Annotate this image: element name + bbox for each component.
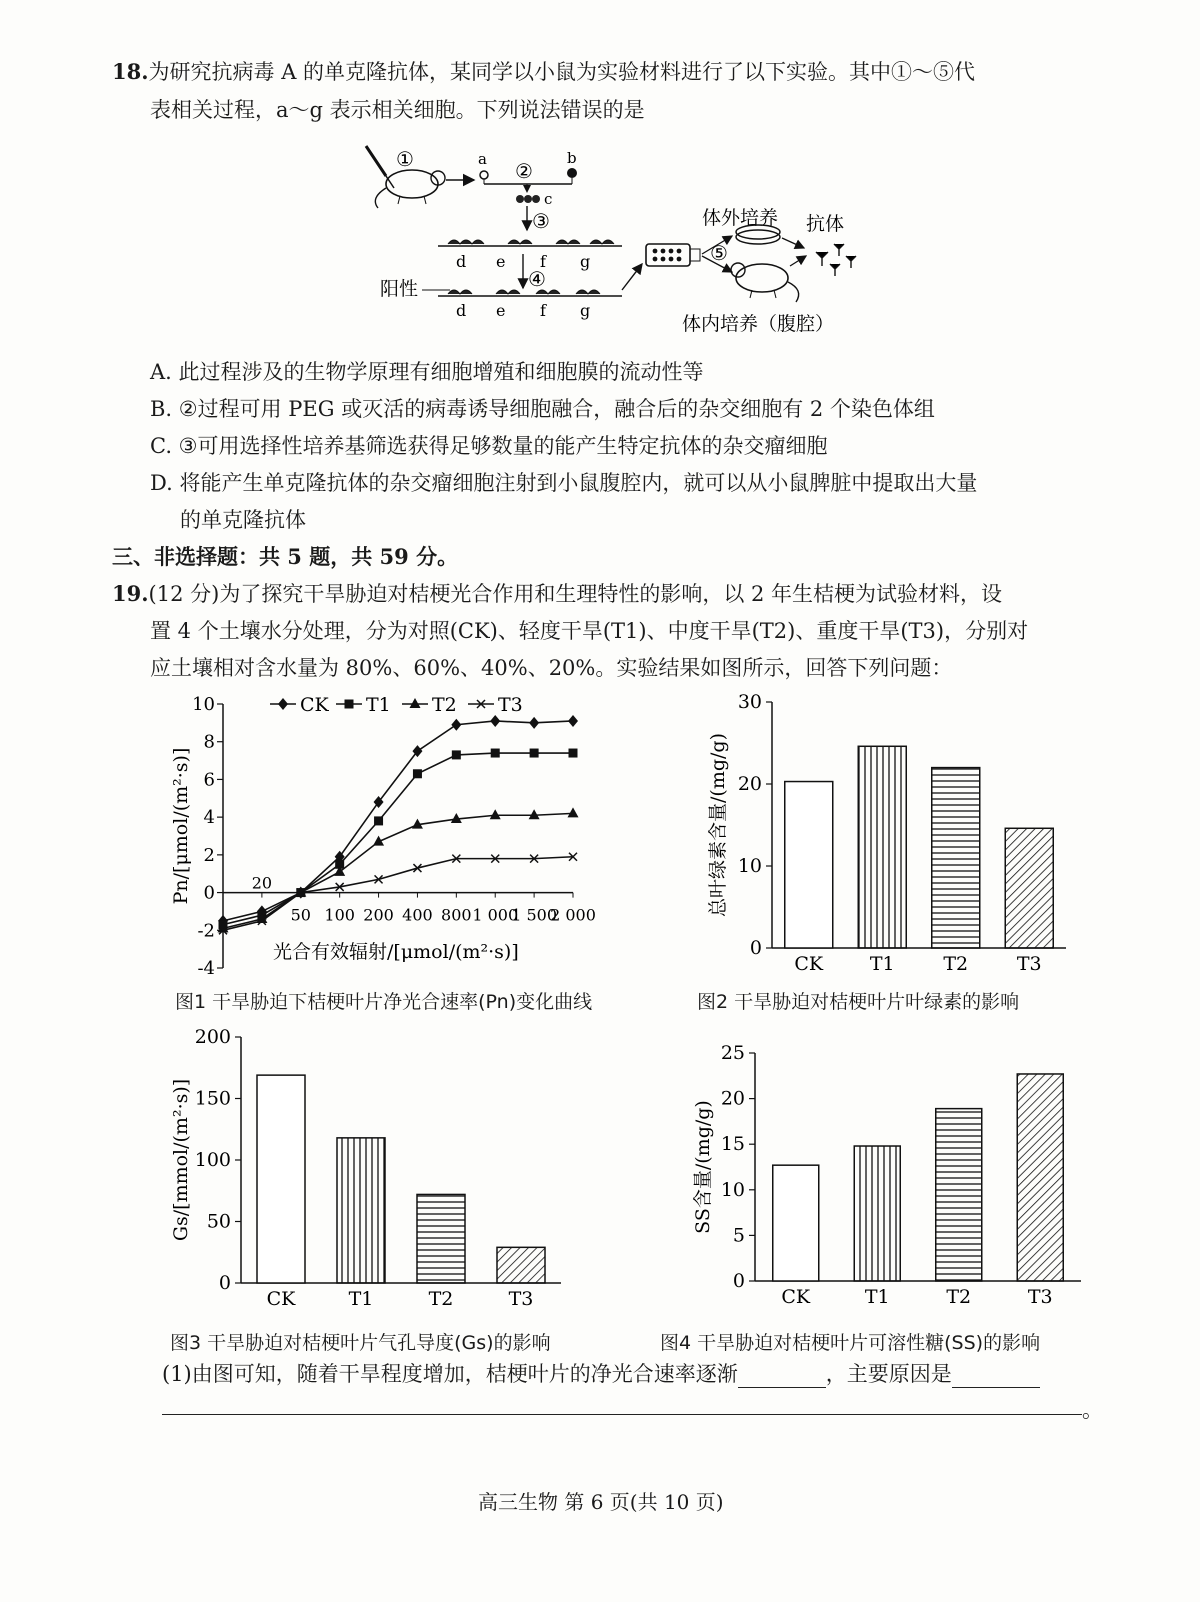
antibody-icon [816, 244, 856, 276]
x-tick-label: CK [794, 953, 824, 975]
answer-line[interactable] [162, 1414, 1082, 1415]
x-tick-label: 2 000 [550, 905, 596, 925]
y-tick-label: 10 [720, 1178, 745, 1201]
question-19-line3: 应土壤相对含水量为 80%、60%、40%、20%。实验结果如图所示，回答下列问题： [150, 656, 953, 680]
bar-t1 [854, 1146, 900, 1281]
y-tick-label: 2 [203, 844, 215, 866]
figure-4-caption: 图4 干旱胁迫对桔梗叶片可溶性糖(SS)的影响 [660, 1332, 1041, 1354]
antibody-label: 抗体 [806, 213, 845, 235]
y-tick-label: 10 [192, 694, 215, 715]
question-18-stem [112, 58, 975, 86]
cell-row-1 [438, 240, 622, 246]
question-number: 19. [112, 581, 149, 606]
y-tick-label: -2 [197, 920, 215, 942]
x-tick-label: T3 [1027, 1286, 1053, 1308]
y-tick-label: 100 [194, 1149, 231, 1171]
y-tick-label: 0 [218, 1272, 231, 1294]
bar-ck [773, 1165, 819, 1281]
figure-4-bar-chart [692, 1025, 1095, 1325]
y-axis-label: 总叶绿素含量/(mg/g) [707, 733, 729, 917]
y-axis-label: SS含量/(mg/g) [692, 1100, 714, 1234]
y-tick-label: 5 [732, 1224, 745, 1247]
x-tick-label: T1 [864, 1286, 890, 1308]
bar-ck [257, 1075, 305, 1283]
x-tick-label: 400 [402, 905, 433, 925]
cell-f-label-2: f [540, 301, 546, 320]
question-18-stem-line2: 表相关过程，a～g 表示相关细胞。下列说法错误的是 [150, 98, 645, 122]
bar-t1 [337, 1138, 385, 1283]
section-heading: 三、非选择题：共 5 题，共 59 分。 [112, 544, 459, 569]
y-tick-label: 15 [720, 1133, 745, 1156]
figure-1-caption: 图1 干旱胁迫下桔梗叶片净光合速率(Pn)变化曲线 [175, 991, 593, 1013]
figure-3-bar-chart [165, 1025, 585, 1325]
x-tick-label: 200 [363, 905, 394, 925]
y-tick-label: 0 [203, 882, 215, 904]
point-t2 [529, 809, 540, 819]
y-tick-label: 50 [206, 1210, 231, 1233]
y-tick-label: 10 [737, 855, 762, 877]
step-3-label: ③ [532, 209, 550, 233]
x-tick-label: T2 [428, 1288, 454, 1310]
step-5-label: ⑤ [710, 241, 728, 265]
legend-label-t3: T3 [498, 694, 523, 716]
x-tick-label: T2 [946, 1286, 972, 1308]
cell-c-icon [516, 195, 540, 203]
y-tick-label: 4 [203, 807, 215, 829]
question-19-stem [112, 580, 1002, 608]
point-t1 [345, 700, 354, 709]
legend-label-t2: T2 [432, 694, 457, 716]
step-1-label: ① [396, 147, 414, 171]
figure-3-caption: 图3 干旱胁迫对桔梗叶片气孔导度(Gs)的影响 [170, 1332, 551, 1354]
y-tick-label: 25 [720, 1042, 745, 1064]
series-t1 [223, 753, 573, 925]
in-vivo-label: 体内培养（腹腔） [682, 313, 835, 335]
point-t2 [568, 807, 579, 817]
part-1-text: (1)由图可知，随着干旱程度增加，桔梗叶片的净光合速率逐渐 [162, 1362, 738, 1386]
answer-blank-1[interactable] [738, 1365, 826, 1388]
culture-tube-icon [646, 244, 700, 266]
x-tick-label: 100 [324, 905, 355, 925]
step-2-label: ② [515, 159, 533, 183]
cell-d-label-2: d [456, 301, 467, 320]
point-t2 [490, 809, 501, 819]
cell-a-icon [480, 171, 488, 179]
x-tick-label: 1 000 [472, 905, 519, 925]
in-vitro-label: 体外培养 [702, 207, 779, 229]
bar-t1 [858, 746, 906, 948]
cell-d-label: d [456, 252, 467, 271]
y-tick-label: 8 [203, 731, 215, 753]
x-tick-label: T3 [1016, 953, 1042, 975]
question-19-part-1 [162, 1360, 1040, 1388]
cell-b-icon [567, 168, 577, 178]
point-t2 [410, 698, 421, 708]
question-number: 18. [112, 59, 149, 84]
point-t1 [413, 769, 422, 778]
question-19-line2: 置 4 个土壤水分处理，分为对照(CK)、轻度干旱(T1)、中度干旱(T2)、重度干旱(T3)，分别对 [150, 619, 1029, 643]
point-t1 [491, 749, 500, 758]
cell-e-label: e [496, 252, 506, 271]
part-1-text-2: ，主要原因是 [825, 1362, 952, 1386]
syringe-icon [366, 146, 394, 188]
bar-t3 [1005, 828, 1053, 948]
mouse-icon [731, 263, 799, 302]
x-tick-label: T1 [348, 1288, 374, 1310]
point-t1 [452, 750, 461, 759]
x-tick-label: T3 [508, 1288, 534, 1310]
point-t1 [569, 749, 578, 758]
x-tick-label: CK [266, 1288, 296, 1310]
figure-2-bar-chart [700, 688, 1080, 988]
option-d-continued: 的单克隆抗体 [180, 508, 306, 532]
point-t1 [530, 749, 539, 758]
y-tick-label: 0 [749, 937, 762, 959]
x-tick-label: 50 [290, 905, 311, 925]
cell-f-label: f [540, 252, 546, 271]
cell-a-label: a [478, 150, 487, 168]
y-tick-label: 30 [737, 691, 762, 713]
stem-line: (12 分)为了探究干旱胁迫对桔梗光合作用和生理特性的影响，以 2 年生桔梗为试验材料，设 [148, 582, 1003, 606]
cell-b-label: b [567, 149, 577, 167]
point-ck [490, 715, 500, 727]
cell-e-label-2: e [496, 301, 506, 320]
bar-t2 [936, 1109, 982, 1281]
stem-line: 为研究抗病毒 A 的单克隆抗体，某同学以小鼠为实验材料进行了以下实验。其中①～⑤代 [148, 60, 976, 84]
y-tick-label: 150 [194, 1087, 231, 1110]
bar-t3 [1017, 1074, 1063, 1281]
y-tick-label: 20 [737, 773, 762, 795]
x-tick-label: T1 [869, 953, 895, 975]
bar-ck [785, 782, 833, 948]
option-b[interactable]: B. ②过程可用 PEG 或灭活的病毒诱导细胞融合，融合后的杂交细胞有 2 个染色体组 [150, 397, 935, 421]
y-tick-label: 20 [720, 1087, 745, 1110]
positive-label: 阳性 [380, 278, 419, 300]
x-tick-label: T2 [943, 953, 969, 975]
option-c[interactable]: C. ③可用选择性培养基筛选获得足够数量的能产生特定抗体的杂交瘤细胞 [150, 434, 828, 458]
page-footer: 高三生物 第 6 页(共 10 页) [478, 1490, 724, 1514]
y-tick-label: -4 [197, 958, 215, 979]
x-tick-label: 20 [251, 873, 273, 893]
bar-t2 [417, 1194, 465, 1283]
point-t1 [374, 816, 383, 825]
y-tick-label: 6 [203, 769, 215, 791]
y-tick-label: 0 [732, 1270, 745, 1292]
point-ck [451, 719, 461, 731]
bar-t2 [932, 768, 980, 948]
y-axis-label: Pn/[μmol/(m²·s)] [170, 747, 192, 905]
point-ck [568, 715, 578, 727]
legend-label-ck: CK [300, 694, 329, 716]
x-tick-label: 1 500 [511, 905, 558, 925]
cell-g-label: g [580, 252, 591, 271]
step-4-label: ④ [528, 267, 546, 291]
hybridoma-diagram [360, 140, 880, 345]
bar-t3 [497, 1247, 545, 1283]
end-mark: 。 [1082, 1398, 1103, 1422]
option-a[interactable]: A. 此过程涉及的生物学原理有细胞增殖和细胞膜的流动性等 [150, 360, 704, 384]
cell-c-label: c [544, 190, 553, 208]
point-ck [278, 698, 288, 710]
answer-blank-2[interactable] [952, 1365, 1040, 1388]
y-tick-label: 200 [194, 1026, 231, 1048]
x-tick-label: CK [781, 1286, 811, 1308]
figure-2-caption: 图2 干旱胁迫对桔梗叶片叶绿素的影响 [697, 991, 1020, 1013]
x-axis-label: 光合有效辐射/[μmol/(m²·s)] [273, 941, 519, 963]
x-tick-label: 800 [441, 905, 472, 925]
series-ck [223, 721, 573, 921]
cell-g-label-2: g [580, 301, 591, 320]
figure-1-line-chart [165, 688, 635, 988]
y-axis-label: Gs/[mmol/(m²·s)] [170, 1078, 192, 1242]
legend-label-t1: T1 [366, 694, 391, 716]
option-d[interactable]: D. 将能产生单克隆抗体的杂交瘤细胞注射到小鼠腹腔内，就可以从小鼠脾脏中提取出大量 [150, 471, 978, 495]
point-ck [529, 717, 539, 729]
